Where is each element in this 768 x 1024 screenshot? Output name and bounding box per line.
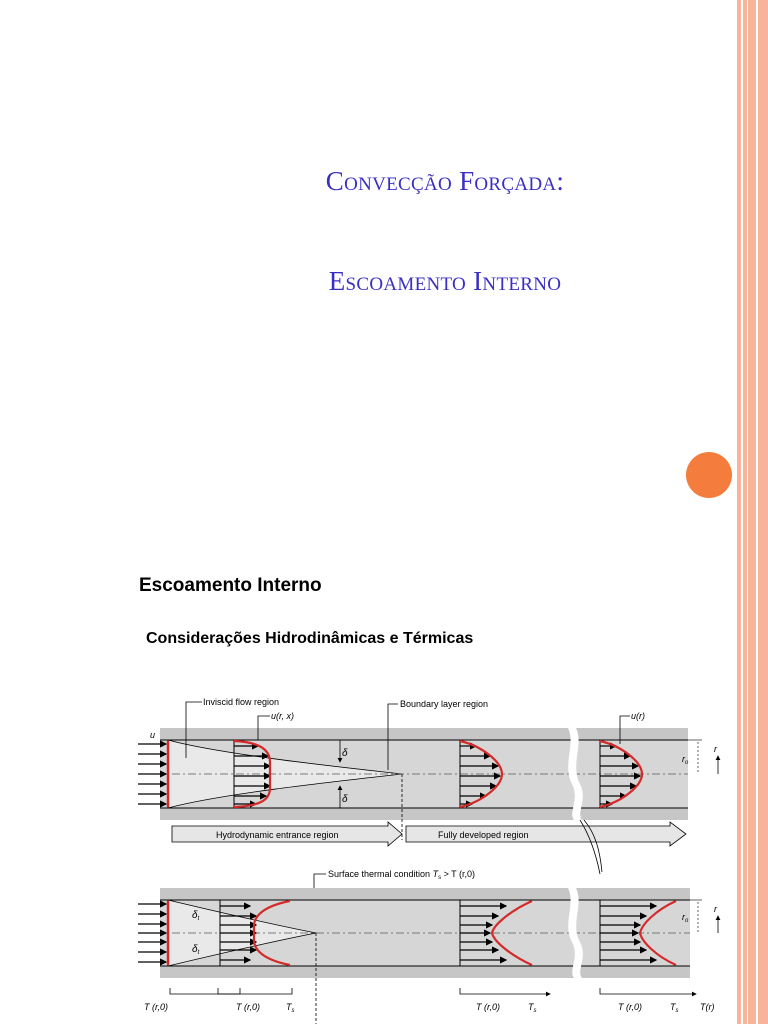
delta-label-top: δ bbox=[342, 748, 348, 759]
ts-label-1: $T_s$ bbox=[286, 1002, 295, 1014]
hydro-entrance-label: Hydrodynamic entrance region bbox=[216, 830, 339, 840]
section-subtitle: Considerações Hidrodinâmicas e Térmicas bbox=[146, 630, 474, 647]
section-title: Escoamento Interno bbox=[139, 575, 322, 596]
tube-wall-bottom-2 bbox=[160, 966, 690, 978]
fully-developed-label: Fully developed region bbox=[438, 830, 529, 840]
hydrodynamic-diagram bbox=[138, 697, 718, 874]
t-r0-label-2: T (r,0) bbox=[236, 1002, 260, 1012]
slide-title-line-2: Escoamento Interno bbox=[328, 266, 562, 296]
ts-label-2: $T_s$ bbox=[528, 1002, 537, 1014]
ro-label-2: $r_o$ bbox=[682, 912, 689, 924]
delta-label-bottom: δ bbox=[342, 794, 348, 805]
r-label-2: r bbox=[714, 904, 717, 914]
ts-label-3: $T_s$ bbox=[670, 1002, 679, 1014]
delta-t-label-top: $\delta_t$ bbox=[192, 910, 200, 922]
thermal-diagram bbox=[138, 869, 718, 1024]
u-rx-label: u(r, x) bbox=[271, 711, 295, 721]
tube-wall-top-1 bbox=[160, 728, 688, 740]
u-r-label: u(r) bbox=[631, 711, 645, 721]
u-label: u bbox=[150, 730, 156, 740]
accent-stripe-line-1 bbox=[741, 0, 743, 1024]
t-r0-label-3: T (r,0) bbox=[476, 1002, 500, 1012]
r-label-1: r bbox=[714, 744, 717, 754]
accent-dot bbox=[686, 452, 732, 498]
surface-thermal-label: Surface thermal condition $T_s > T$ (r,0) bbox=[328, 869, 476, 881]
delta-t-label-bottom: $\delta_t$ bbox=[192, 944, 200, 956]
ro-label-1: $r_o$ bbox=[682, 754, 689, 766]
t-r0-label-1: T (r,0) bbox=[144, 1002, 168, 1012]
t-r0-label-4: T (r,0) bbox=[618, 1002, 642, 1012]
tube-wall-bottom-1 bbox=[160, 808, 688, 820]
boundary-layer-label: Boundary layer region bbox=[400, 699, 489, 709]
slide-title-line-1: Convecção Forçada: bbox=[325, 166, 565, 196]
t-r-label: T(r) bbox=[700, 1002, 715, 1012]
accent-stripe-line-2 bbox=[747, 0, 748, 1024]
inviscid-region-label: Inviscid flow region bbox=[203, 697, 280, 707]
internal-flow-diagram bbox=[130, 684, 730, 1024]
tube-wall-top-2 bbox=[160, 888, 690, 900]
accent-stripe-line-3 bbox=[756, 0, 758, 1024]
